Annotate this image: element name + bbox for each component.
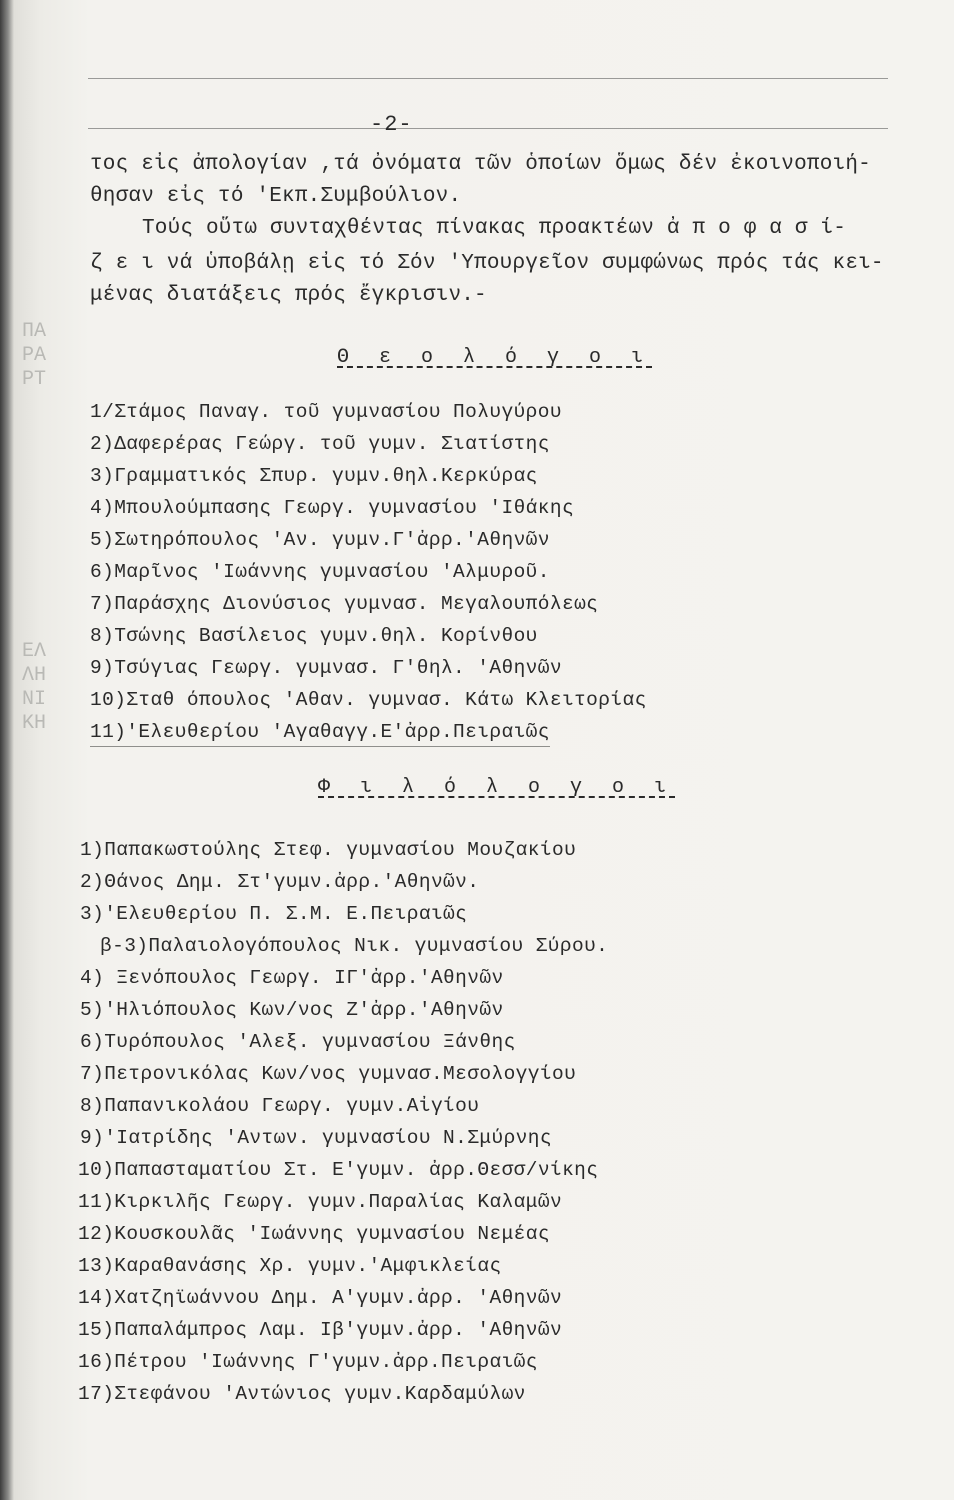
- list-item: 9)'Ιατρίδης 'Αντων. γυμνασίου Ν.Σμύρνης: [80, 1127, 552, 1149]
- list-item: 2)Δαφερέρας Γεώργ. τοῦ γυμν. Σιατίστης: [90, 433, 550, 455]
- list-item: 12)Κουσκουλᾶς 'Ιωάννης γυμνασίου Νεμέας: [78, 1223, 550, 1245]
- list-item: 2)Θάνος Δημ. Στ'γυμν.ἀρρ.'Αθηνῶν.: [80, 871, 480, 893]
- intro-line: μένας διατάξεις πρός ἔγκρισιν.-: [90, 284, 487, 307]
- list-item: 16)Πέτρου 'Ιωάννης Γ'γυμν.ἀρρ.Πειραιῶς: [78, 1351, 538, 1373]
- intro-line: θησαν εἰς τό 'Εκπ.Συμβούλιον.: [90, 185, 462, 208]
- page-number: -2-: [370, 112, 413, 137]
- header-rule: [88, 128, 888, 129]
- intro-line: τος εἰς ἀπολογίαν ,τά ὀνόματα τῶν ὁποίων ὅμως δέν ἐκοινοποιή-: [90, 153, 871, 176]
- list-item: 5)Σωτηρόπουλος 'Αν. γυμν.Γ'ἀρρ.'Αθηνῶν: [90, 529, 550, 551]
- list-item: 14)Χατζηϊωάννου Δημ. Α'γυμν.ἀρρ. 'Αθηνῶν: [78, 1287, 563, 1309]
- list-item: 9)Τσύγιας Γεωργ. γυμνασ. Γ'θηλ. 'Αθηνῶν: [90, 657, 562, 679]
- list-item: 8)Τσώνης Βασίλειος γυμν.θηλ. Κορίνθου: [90, 625, 538, 647]
- list-item: 4)Μπουλούμπασης Γεωργ. γυμνασίου 'Ιθάκης: [90, 497, 575, 519]
- list-item: 11)'Ελευθερίου 'Αγαθαγγ.Ε'ἀρρ.Πειραιῶς: [90, 718, 550, 747]
- list-item: 10)Σταθ όπουλος 'Αθαν. γυμνασ. Κάτω Κλειτορίας: [90, 689, 647, 711]
- list-item: β-3)Παλαιολογόπουλος Νικ. γυμνασίου Σύρου.: [100, 935, 609, 957]
- intro-line: ζ ε ι νά ὑποβάλῃ εἰς τό Σόν 'Υπουργεῖον συμφώνως πρός τάς κει-: [90, 252, 884, 275]
- list-item: 3)Γραμματικός Σπυρ. γυμν.θηλ.Κερκύρας: [90, 465, 538, 487]
- list-item: 6)Τυρόπουλος 'Αλεξ. γυμνασίου Ξάνθης: [80, 1031, 516, 1053]
- list-item: 15)Παπαλάμπρος Λαμ. Ιβ'γυμν.ἀρρ. 'Αθηνῶν: [78, 1319, 563, 1341]
- intro-line: Τούς οὕτω συνταχθέντας πίνακας προακτέων ἀ π ο φ α σ ί-: [142, 217, 847, 240]
- list-item: 4) Ξενόπουλος Γεωργ. ΙΓ'ἀρρ.'Αθηνῶν: [80, 967, 504, 989]
- list-item: 7)Πετρονικόλας Κων/νος γυμνασ.Μεσολογγίου: [80, 1063, 577, 1085]
- margin-bleed-text-left: ΠΑΡΑΡΤ: [22, 320, 47, 391]
- list-item: 13)Καραθανάσης Χρ. γυμν.'Αμφικλείας: [78, 1255, 502, 1277]
- list-item: 5)'Ηλιόπουλος Κων/νος Ζ'ἀρρ.'Αθηνῶν: [80, 999, 504, 1021]
- list-item: 6)Μαρῖνος 'Ιωάννης γυμνασίου 'Αλμυροῦ.: [90, 561, 550, 583]
- list-item: 3)'Ελευθερίου Π. Σ.Μ. Ε.Πειραιῶς: [80, 903, 468, 925]
- scan-edge-shadow: [0, 0, 14, 1500]
- margin-bleed-text-right: ΕΛΛΗΝΙΚΗ: [22, 640, 47, 735]
- list-item: 1/Στάμος Παναγ. τοῦ γυμνασίου Πολυγύρου: [90, 401, 562, 423]
- list-item: 11)Κιρκιλῆς Γεωργ. γυμν.Παραλίας Καλαμῶν: [78, 1191, 563, 1213]
- list-item: 17)Στεφάνου 'Αντώνιος γυμν.Καρδαμύλων: [78, 1383, 526, 1405]
- list-item: 8)Παπανικολάου Γεωργ. γυμν.Αἰγίου: [80, 1095, 480, 1117]
- section-heading-filologoi: Φ ι λ ό λ ο γ ο ι: [318, 776, 676, 799]
- section-heading-theologoi: Θ ε ο λ ό γ ο ι: [337, 346, 653, 369]
- list-item: 10)Παπασταματίου Στ. Ε'γυμν. ἀρρ.Θεσσ/νίκης: [78, 1159, 599, 1181]
- list-item: 1)Παπακωστούλης Στεφ. γυμνασίου Μουζακίου: [80, 839, 577, 861]
- list-item: 7)Παράσχης Διονύσιος γυμνασ. Μεγαλουπόλεως: [90, 593, 599, 615]
- top-rule: [88, 78, 888, 79]
